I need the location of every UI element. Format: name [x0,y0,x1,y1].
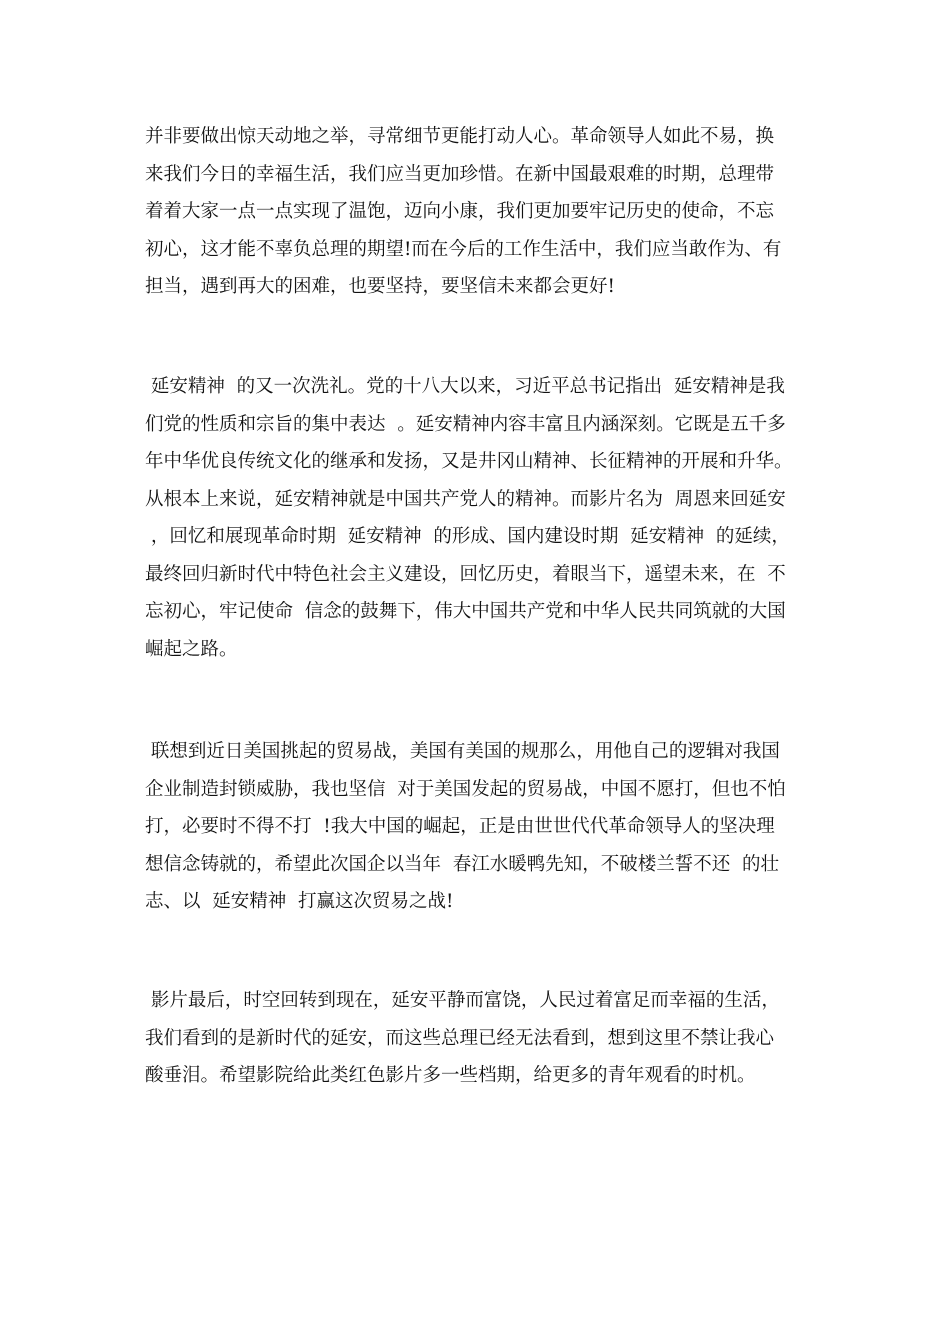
text-line: 年中华优良传统文化的继承和发扬，又是井冈山精神、长征精神的开展和升华。 [145,451,793,472]
text-line: 初心，这才能不辜负总理的期望!而在今后的工作生活中，我们应当敢作为、有 [145,238,782,260]
text-line: 影片最后，时空回转到现在，延安平静而富饶，人民过着富足而幸福的生活， [145,990,780,1011]
paragraph-3 [145,733,815,921]
text-line: 并非要做出惊天动地之举，寻常细节更能打动人心。革命领导人如此不易，换 [145,126,775,147]
text-line: 延安精神 的又一次洗礼。党的十八大以来，习近平总书记指出 延安精神是我 [145,376,785,397]
text-line: 们党的性质和宗旨的集中表达 。延安精神内容丰富且内涵深刻。它既是五千多 [145,413,786,435]
text-line: 最终回归新时代中特色社会主义建设，回忆历史，着眼当下，遥望未来，在 不 [145,563,786,585]
paragraph-4 [145,982,815,1095]
paragraph-1 [145,118,815,306]
text-line: 来我们今日的幸福生活，我们应当更加珍惜。在新中国最艰难的时期，总理带 [145,163,775,185]
text-line: 联想到近日美国挑起的贸易战，美国有美国的规那么，用他自己的逻辑对我国 [145,741,780,762]
paragraph-2 [145,368,815,668]
text-line: 崛起之路。 [145,638,238,660]
text-line: 从根本上来说，延安精神就是中国共产党人的精神。而影片名为 周恩来回延安 [145,488,786,510]
text-line: 忘初心，牢记使命 信念的鼓舞下，伟大中国共产党和中华人民共同筑就的大国 [145,601,786,622]
text-line: 着着大家一点一点实现了温饱，迈向小康，我们更加要牢记历史的使命，不忘 [145,201,775,222]
text-line: 企业制造封锁威胁，我也坚信 对于美国发起的贸易战，中国不愿打，但也不怕 [145,778,786,800]
text-line: 打，必要时不得不打 !我大中国的崛起，正是由世世代代革命领导人的坚决理 [145,816,775,837]
text-line: 担当，遇到再大的困难，也要坚持，要坚信未来都会更好! [145,276,615,297]
text-line: 志、以 延安精神 打赢这次贸易之战! [145,891,454,912]
text-line: 酸垂泪。希望影院给此类红色影片多一些档期，给更多的青年观看的时机。 [145,1065,756,1086]
text-line: 想信念铸就的，希望此次国企以当年 春江水暖鸭先知，不破楼兰誓不还 的壮 [145,853,780,875]
text-line: ，回忆和展现革命时期 延安精神 的形成、国内建设时期 延安精神 的延续， [145,526,790,547]
text-line: 我们看到的是新时代的延安，而这些总理已经无法看到，想到这里不禁让我心 [145,1027,775,1049]
